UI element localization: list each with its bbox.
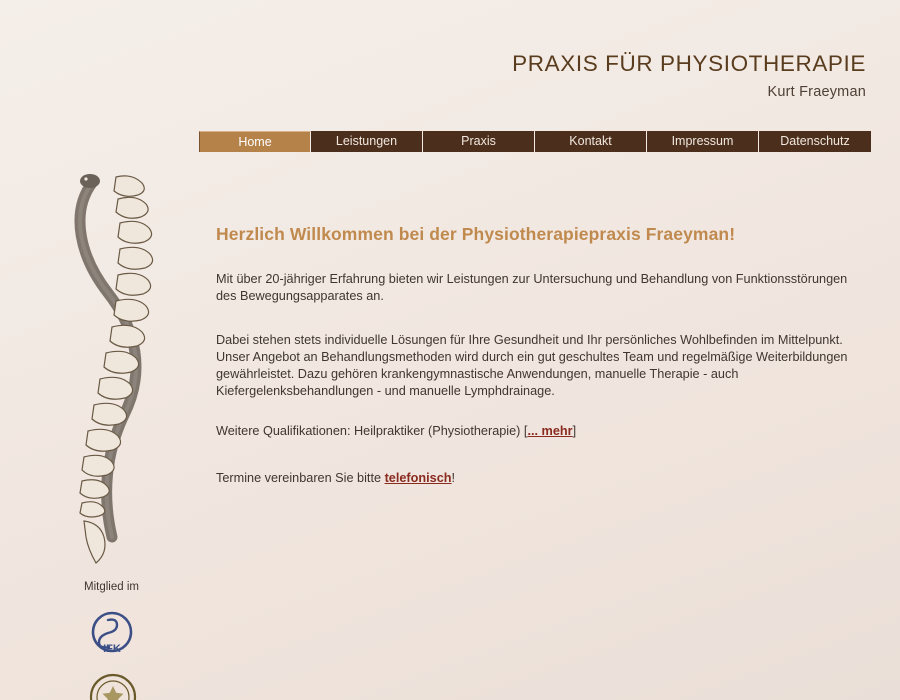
site-header xyxy=(512,52,866,100)
nav-item-praxis[interactable]: Praxis xyxy=(423,131,535,152)
services-paragraph: Dabei stehen stets individuelle Lösungen für Ihre Gesundheit und Ihr persönliches Wohlbefinden im Mittelpunkt. Unser Angebot an Behandlungsmethoden wird durch ein gut geschultes Team und regelmäßige Weiterbildungen gewährleistet. Dazu gehören krankengymnastische Anwendungen, manuelle Therapie - auch Kiefergelenksbehandlungen - und manuelle Lymphdrainage. xyxy=(216,332,848,399)
nav-item-impressum[interactable]: Impressum xyxy=(647,131,759,152)
svg-text:IFK: IFK xyxy=(103,643,121,655)
qualifications-text-suffix: ] xyxy=(572,423,577,438)
spine-illustration xyxy=(50,165,190,565)
main-navigation xyxy=(199,131,871,152)
appointment-text-suffix: ! xyxy=(451,470,456,485)
nav-item-kontakt[interactable]: Kontakt xyxy=(535,131,647,152)
telephone-link[interactable]: telefonisch xyxy=(384,470,452,485)
appointment-text-prefix: Termine vereinbaren Sie bitte xyxy=(216,470,385,485)
page-title: PRAXIS FÜR PHYSIOTHERAPIE xyxy=(512,51,866,76)
more-link[interactable]: ... mehr xyxy=(527,423,573,438)
nav-item-leistungen[interactable]: Leistungen xyxy=(311,131,423,152)
welcome-heading: Herzlich Willkommen bei der Physiotherapiepraxis Fraeyman! xyxy=(216,224,736,244)
main-content xyxy=(216,224,861,513)
association-logo-icon xyxy=(88,672,138,700)
practice-owner-name: Kurt Fraeyman xyxy=(767,83,866,100)
ifk-logo-icon xyxy=(86,608,138,660)
intro-paragraph: Mit über 20-jähriger Erfahrung bieten wir Leistungen zur Untersuchung und Behandlung von Funktionsstörungen des Bewegungsapparates an. xyxy=(216,272,848,304)
qualifications-paragraph xyxy=(216,423,856,440)
appointment-paragraph xyxy=(216,470,856,487)
nav-item-home[interactable]: Home xyxy=(199,131,311,152)
membership-label: Mitglied im xyxy=(84,581,139,593)
nav-item-datenschutz[interactable]: Datenschutz xyxy=(759,131,871,152)
qualifications-text-prefix: Weitere Qualifikationen: Heilpraktiker (Physiotherapie) [ xyxy=(216,423,528,438)
